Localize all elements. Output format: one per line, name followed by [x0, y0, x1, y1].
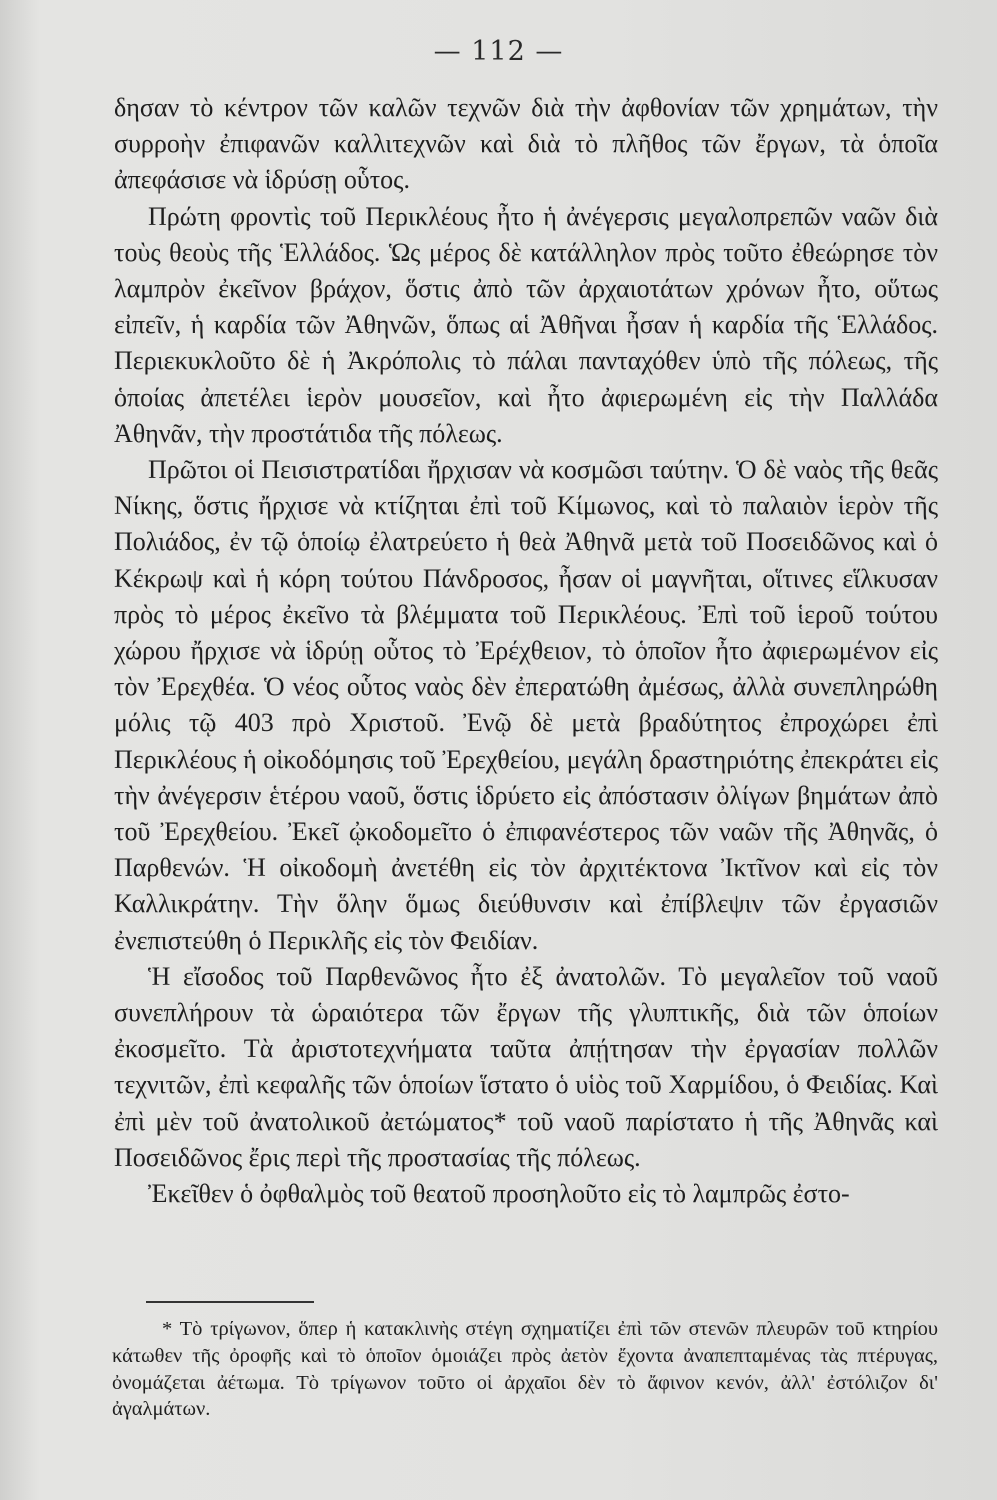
footnote-divider	[146, 1301, 314, 1303]
paragraph-continuation: δησαν τὸ κέντρον τῶν καλῶν τεχνῶν διὰ τὴν ἀφθονίαν τῶν χρημάτων, τὴν συρροὴν ἐπιφανῶν καλλιτεχνῶν καὶ διὰ τὸ πλῆθος τῶν ἔργων, τὰ ὁποῖα ἀπεφάσισε νὰ ἱδρύσῃ οὗτος.	[114, 93, 938, 195]
paragraph: Ἡ εἴσοδος τοῦ Παρθενῶνος ἦτο ἐξ ἀνατολῶν. Τὸ μεγαλεῖον τοῦ ναοῦ συνεπλήρουν τὰ ὡραιότερα τῶν ἔργων τῆς γλυπτικῆς, διὰ τῶν ὁποίων ἐκοσμεῖτο. Τὰ ἀριστοτεχνήματα ταῦτα ἀπῄτησαν τὴν ἐργασίαν πολλῶν τεχνιτῶν, ἐπὶ κεφαλῆς τῶν ὁποίων ἵστατο ὁ υἱὸς τοῦ Χαρμίδου, ὁ Φειδίας. Καὶ ἐπὶ μὲν τοῦ ἀνατολικοῦ ἀετώματος* τοῦ ναοῦ παρίστατο ἡ τῆς Ἀθηνᾶς καὶ Ποσειδῶνος ἔρις περὶ τῆς προστασίας τῆς πόλεως.	[114, 961, 938, 1172]
page-number: — 112 —	[433, 36, 564, 67]
paragraph: Πρῶτοι οἱ Πεισιστρατίδαι ἤρχισαν νὰ κοσμῶσι ταύτην. Ὁ δὲ ναὸς τῆς θεᾶς Νίκης, ὅστις ἤρχισε νὰ κτίζηται ἐπὶ τοῦ Κίμωνος, καὶ τὸ παλαιὸν ἱερὸν τῆς Πολιάδος, ἐν τῷ ὁποίῳ ἐλατρεύετο ἡ θεὰ Ἀθηνᾶ μετὰ τοῦ Ποσειδῶνος καὶ ὁ Κέκρωψ καὶ ἡ κόρη τούτου Πάνδροσος, ἦσαν οἱ μαγνῆται, οἵτινες εἵλκυσαν πρὸς τὸ μέρος ἐκεῖνο τὰ βλέμματα τοῦ Περικλέους. Ἐπὶ τοῦ ἱεροῦ τούτου χώρου ἤρχισε νὰ ἱδρύῃ οὗτος τὸ Ἐρέχθειον, τὸ ὁποῖον ἦτο ἀφιερωμένον εἰς τὸν Ἐρεχθέα. Ὁ νέος οὗτος ναὸς δὲν ἐπερατώθη ἀμέσως, ἀλλὰ συνεπληρώθη μόλις τῷ 403 πρὸ Χριστοῦ. Ἐνῷ δὲ μετὰ βραδύτητος ἐπροχώρει ἐπὶ Περικλέους ἡ οἰκοδόμησις τοῦ Ἐρεχθείου, μεγάλη δραστηριότης ἐπεκράτει εἰς τὴν ἀνέγερσιν ἑτέρου ναοῦ, ὅστις ἱδρύετο εἰς ἀπόστασιν ὀλίγων βημάτων ἀπὸ τοῦ Ἐρεχθείου. Ἐκεῖ ᾠκοδομεῖτο ὁ ἐπιφανέστερος τῶν ναῶν τῆς Ἀθηνᾶς, ὁ Παρθενών. Ἡ οἰκοδομὴ ἀνετέθη εἰς τὸν ἀρχιτέκτονα Ἰκτῖνον καὶ εἰς τὸν Καλλικράτην. Τὴν ὅλην ὅμως διεύθυνσιν καὶ ἐπίβλεψιν τῶν ἐργασιῶν ἐνεπιστεύθη ὁ Περικλῆς εἰς τὸν Φειδίαν.	[114, 455, 938, 955]
footnote-text: * Τὸ τρίγωνον, ὅπερ ἡ κατακλινὴς στέγη σχηματίζει ἐπὶ τῶν στενῶν πλευρῶν τοῦ κτηρίου κάτωθεν τῆς ὀροφῆς καὶ τὸ ὁποῖον ὁμοιάζει πρὸς ἀετὸν ἔχοντα ἀναπεπταμένας τὰς πτέρυγας, ὀνομάζεται ἀέτωμα. Τὸ τρίγωνον τοῦτο οἱ ἀρχαῖοι δὲν τὸ ἄφινον κενόν, ἀλλ' ἐστόλιζον δι' ἀγαλμάτων.	[112, 1318, 938, 1421]
paragraph: Πρώτη φροντὶς τοῦ Περικλέους ἦτο ἡ ἀνέγερσις μεγαλοπρεπῶν ναῶν διὰ τοὺς θεοὺς τῆς Ἑλλάδος. Ὡς μέρος δὲ κατάλληλον πρὸς τοῦτο ἐθεώρησε τὸν λαμπρὸν ἐκεῖνον βράχον, ὅστις ἀπὸ τῶν ἀρχαιοτάτων χρόνων ἦτο, οὕτως εἰπεῖν, ἡ καρδία τῶν Ἀθηνῶν, ὅπως αἱ Ἀθῆναι ἦσαν ἡ καρδία τῆς Ἑλλάδος. Περιεκυκλοῦτο δὲ ἡ Ἀκρόπολις τὸ πάλαι πανταχόθεν ὑπὸ τῆς πόλεως, τῆς ὁποίας ἀπετέλει ἱερὸν μουσεῖον, καὶ ἦτο ἀφιερωμένη εἰς τὴν Παλλάδα Ἀθηνᾶν, τὴν προστάτιδα τῆς πόλεως.	[114, 201, 938, 448]
paragraph: Ἐκεῖθεν ὁ ὀφθαλμὸς τοῦ θεατοῦ προσηλοῦτο εἰς τὸ λαμπρῶς ἐστο-	[148, 1179, 850, 1209]
footnote	[112, 1316, 938, 1423]
main-text	[114, 90, 938, 1212]
